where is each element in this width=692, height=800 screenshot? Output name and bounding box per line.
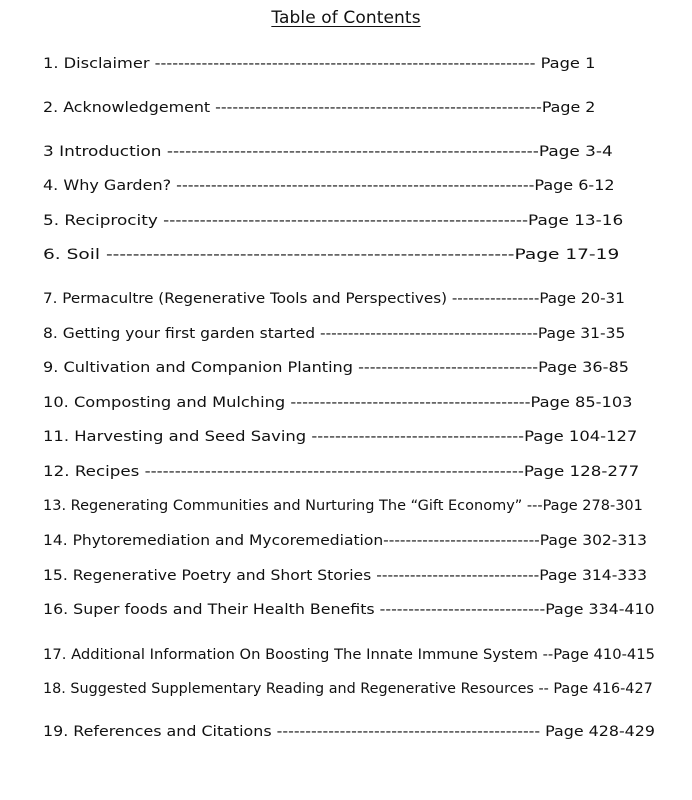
- toc-entry-19: 19. References and Citations ---------------------------------------------- Page 428-429: [43, 724, 655, 740]
- toc-entry-16: 16. Super foods and Their Health Benefits -----------------------------Page 334-410: [43, 602, 655, 618]
- toc-entry-17: 17. Additional Information On Boosting The Innate Immune System --Page 410-415: [43, 647, 655, 663]
- toc-entry-15: 15. Regenerative Poetry and Short Stories -----------------------------Page 314-333: [43, 568, 648, 584]
- toc-entry-14: 14. Phytoremediation and Mycoremediation----------------------------Page 302-313: [43, 533, 647, 549]
- page-title: Table of Contents: [271, 8, 421, 28]
- toc-entry-2: 2. Acknowledgement ---------------------------------------------------------Page 2: [43, 100, 596, 116]
- toc-entry-12: 12. Recipes ---------------------------------------------------------------Page 128-277: [43, 464, 640, 480]
- toc-entry-5: 5. Reciprocity ------------------------------------------------------------Page 13-16: [43, 213, 624, 229]
- toc-entry-13: 13. Regenerating Communities and Nurturing The “Gift Economy” ---Page 278-301: [43, 498, 643, 514]
- toc-entry-10: 10. Composting and Mulching -----------------------------------------Page 85-103: [43, 395, 633, 411]
- toc-entry-18: 18. Suggested Supplementary Reading and Regenerative Resources -- Page 416-427: [43, 681, 653, 697]
- toc-entry-9: 9. Cultivation and Companion Planting -------------------------------Page 36-85: [43, 360, 629, 376]
- toc-entry-4: 4. Why Garden? --------------------------------------------------------------Page 6-12: [43, 178, 615, 194]
- toc-entry-8: 8. Getting your first garden started ---------------------------------------Page 31-35: [43, 326, 626, 342]
- toc-entry-6: 6. Soil -------------------------------------------------------------Page 17-19: [43, 247, 620, 263]
- toc-entry-3: 3 Introduction -------------------------------------------------------------Page 3-4: [43, 144, 613, 160]
- toc-entry-11: 11. Harvesting and Seed Saving ------------------------------------Page 104-127: [43, 429, 638, 445]
- toc-entry-1: 1. Disclaimer ----------------------------------------------------------------- Page 1: [43, 56, 596, 72]
- toc-entry-7: 7. Permacultre (Regenerative Tools and Perspectives) ----------------Page 20-31: [43, 291, 625, 307]
